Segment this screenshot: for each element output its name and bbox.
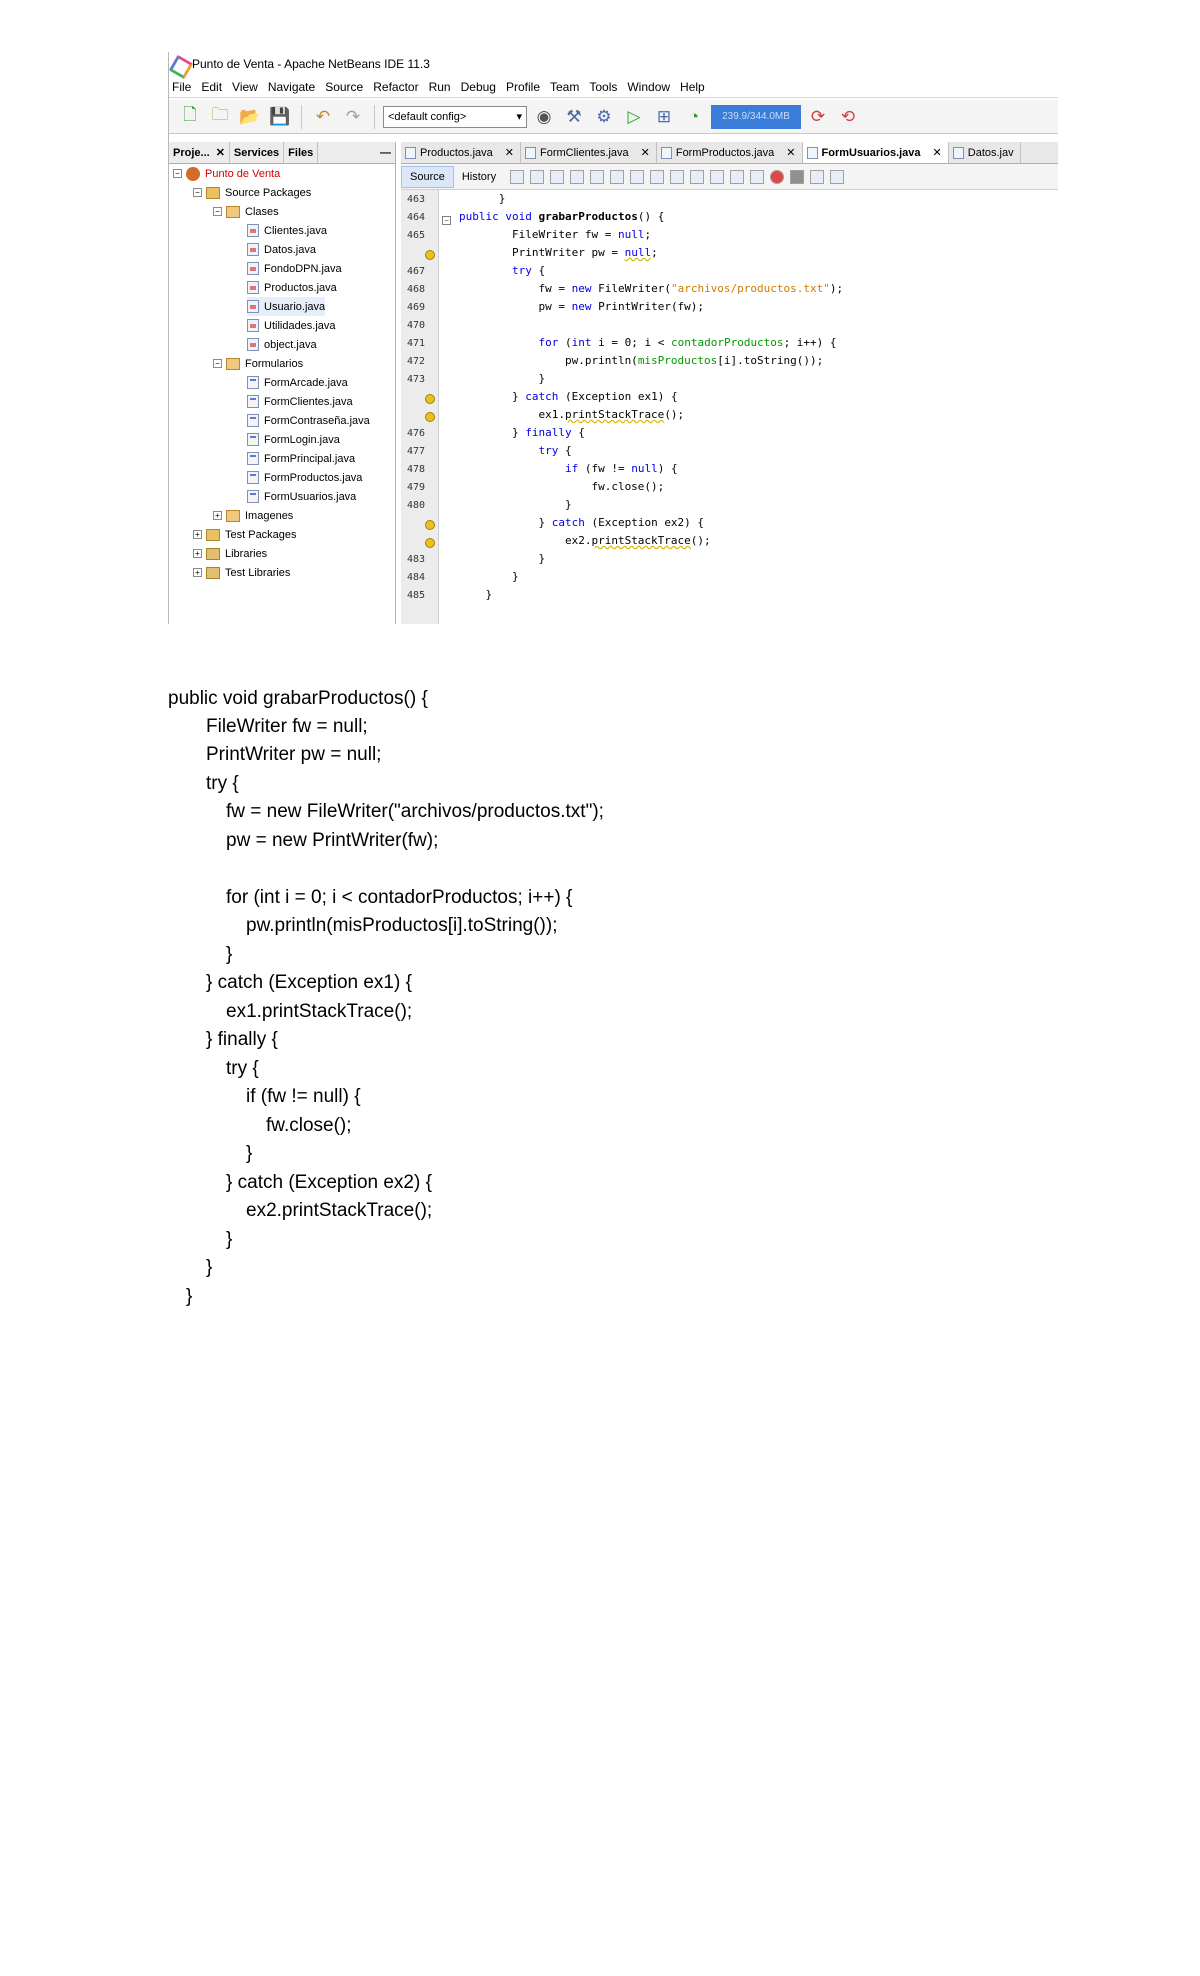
java-file-icon	[953, 147, 964, 159]
code-line: }	[459, 588, 493, 601]
line-number: 464	[407, 212, 426, 223]
line-number: 479	[407, 482, 426, 493]
tree-label: Imagenes	[245, 509, 294, 522]
tree-label: Libraries	[225, 547, 268, 560]
expand-icon[interactable]: +	[193, 568, 202, 577]
form-file-icon	[525, 147, 536, 159]
profiler-snapshot-icon[interactable]: ⟲	[840, 106, 856, 126]
tab-projects[interactable]	[169, 142, 230, 163]
form-file-icon	[247, 433, 259, 446]
collapse-icon[interactable]: −	[193, 188, 202, 197]
tree-label: Formularios	[245, 357, 304, 370]
code-area[interactable]	[455, 190, 1058, 624]
menu-profile[interactable]: Profile	[505, 79, 540, 94]
menu-help[interactable]: Help	[680, 79, 705, 94]
gc-icon[interactable]: ⟳	[810, 106, 826, 126]
line-number: 472	[407, 356, 426, 367]
tree-label: Datos.java	[264, 243, 316, 256]
transcript-line: }	[226, 1229, 233, 1250]
main-toolbar	[169, 100, 1058, 134]
form-file-icon	[247, 471, 259, 484]
line-number-gutter	[401, 190, 439, 624]
transcript-line: PrintWriter pw = null;	[206, 744, 382, 765]
new-project-icon[interactable]: 🗀	[211, 105, 229, 124]
form-file-icon	[247, 395, 259, 408]
folder-icon	[206, 529, 220, 541]
folder-icon	[206, 187, 220, 199]
editor-tab-productos[interactable]	[401, 142, 521, 163]
coffee-project-icon	[186, 167, 200, 181]
close-icon[interactable]: ✕	[786, 147, 796, 159]
tree-label: FormUsuarios.java	[264, 490, 357, 503]
expand-icon[interactable]: +	[193, 530, 202, 539]
form-file-icon	[247, 452, 259, 465]
code-line: }	[459, 498, 572, 511]
tree-label: FormContraseña.java	[264, 414, 370, 427]
line-number: 463	[407, 194, 426, 205]
transcript-line: fw.close();	[266, 1115, 352, 1136]
close-icon[interactable]: ✕	[932, 147, 942, 159]
netbeans-logo-icon	[171, 57, 185, 71]
fold-collapse-icon[interactable]: −	[442, 216, 451, 225]
code-editor	[401, 142, 1058, 624]
minimize-icon[interactable]: —	[380, 146, 391, 159]
collapse-icon[interactable]: −	[213, 359, 222, 368]
line-number: 470	[407, 320, 426, 331]
line-number: 473	[407, 374, 426, 385]
tree-node-formularios[interactable]	[213, 354, 303, 373]
tree-label: Clientes.java	[264, 224, 327, 237]
previous-bookmark-icon[interactable]	[670, 170, 684, 184]
tree-file-formprincipal[interactable]	[247, 449, 355, 468]
expand-icon[interactable]: +	[213, 511, 222, 520]
line-number: 480	[407, 500, 426, 511]
tree-file-clientes[interactable]	[247, 221, 327, 240]
java-file-icon	[405, 147, 416, 159]
history-tab[interactable]: History	[461, 170, 497, 183]
tab-services-label: Services	[233, 146, 280, 159]
code-line: FileWriter fw = null;	[459, 228, 652, 241]
transcript-line: } finally {	[206, 1029, 278, 1050]
transcript-line: if (fw != null) {	[246, 1086, 361, 1107]
close-icon[interactable]: ✕	[504, 147, 514, 159]
projects-panel	[169, 142, 396, 624]
tree-file-datos[interactable]	[247, 240, 316, 259]
java-file-icon	[247, 338, 259, 351]
code-line: try {	[511, 264, 546, 277]
tree-label: FormPrincipal.java	[264, 452, 356, 465]
library-icon	[206, 548, 220, 560]
start-macro-icon[interactable]	[770, 170, 784, 184]
tree-node-imagenes[interactable]	[213, 506, 293, 525]
toggle-bookmark-icon[interactable]	[710, 170, 724, 184]
tree-label: FormProductos.java	[264, 471, 363, 484]
code-line: }	[459, 372, 546, 385]
fold-column	[439, 190, 455, 624]
editor-tab-formclientes[interactable]	[521, 142, 657, 163]
close-icon[interactable]: ✕	[640, 147, 650, 159]
memory-value: 239.9/344.0MB	[722, 111, 790, 122]
transcript-line: }	[186, 1286, 193, 1307]
window-titlebar	[169, 52, 1058, 76]
toolbar-separator	[301, 105, 302, 129]
next-bookmark-icon[interactable]	[690, 170, 704, 184]
java-file-icon	[247, 319, 259, 332]
line-number: 484	[407, 572, 426, 583]
toggle-highlight-icon[interactable]	[630, 170, 644, 184]
editor-tab-formusuarios[interactable]	[803, 142, 949, 163]
package-icon	[226, 510, 240, 522]
tree-file-formproductos[interactable]	[247, 468, 362, 487]
profile-icon[interactable]: ◔	[688, 106, 700, 126]
tab-projects-label: Proje...	[173, 146, 210, 159]
code-line: ex1.printStackTrace();	[459, 408, 685, 421]
tree-label: Test Packages	[225, 528, 297, 541]
chevron-down-icon: ▾	[516, 111, 522, 123]
tree-label: Punto de Venta	[205, 167, 281, 180]
java-file-icon	[247, 281, 259, 294]
editor-tab-label: FormProductos.java	[675, 146, 775, 159]
code-line: } finally {	[459, 426, 585, 439]
line-number: 468	[407, 284, 426, 295]
editor-tab-formproductos[interactable]	[657, 142, 803, 163]
run-icon[interactable]: ▷	[627, 106, 641, 126]
form-file-icon	[661, 147, 672, 159]
tree-file-usuario[interactable]	[247, 297, 325, 316]
editor-tab-label: FormUsuarios.java	[821, 146, 921, 159]
clean-build-icon[interactable]: ⚙	[596, 106, 612, 126]
code-line: try {	[538, 444, 572, 457]
shift-left-icon[interactable]	[730, 170, 744, 184]
menu-refactor[interactable]: Refactor	[373, 79, 419, 94]
transcript-line: FileWriter fw = null;	[206, 716, 368, 737]
window-title: Punto de Venta - Apache NetBeans IDE 11.3	[192, 57, 430, 71]
new-file-icon[interactable]: 🗋	[183, 105, 197, 124]
shift-right-icon[interactable]	[750, 170, 764, 184]
menu-bar	[169, 76, 1058, 98]
menu-window[interactable]: Window	[627, 79, 671, 94]
menu-run[interactable]: Run	[428, 79, 451, 94]
tree-file-formclientes[interactable]	[247, 392, 353, 411]
undo-icon[interactable]: ↶	[315, 106, 331, 126]
tree-node-project[interactable]	[173, 164, 280, 183]
editor-tabs	[401, 142, 1058, 164]
editor-tab-datos[interactable]	[949, 142, 1021, 163]
tree-label: Utilidades.java	[264, 319, 336, 332]
tree-label: Test Libraries	[225, 566, 291, 579]
tree-node-source-packages[interactable]	[193, 183, 311, 202]
menu-navigate[interactable]: Navigate	[267, 79, 316, 94]
redo-icon[interactable]: ↷	[345, 106, 361, 126]
collapse-icon[interactable]: −	[213, 207, 222, 216]
menu-tools[interactable]: Tools	[589, 79, 618, 94]
ide-screenshot	[168, 52, 1058, 624]
code-line: }	[459, 570, 519, 583]
code-line: for (int i = 0; i < contadorProductos; i++) {	[538, 336, 837, 349]
uncomment-icon[interactable]	[830, 170, 844, 184]
config-select[interactable]	[383, 106, 527, 128]
code-line: PrintWriter pw = null;	[459, 246, 658, 259]
java-file-icon	[247, 300, 259, 313]
memory-indicator[interactable]	[711, 105, 801, 129]
tree-file-formusuarios[interactable]	[247, 487, 356, 506]
form-file-icon	[247, 414, 259, 427]
code-line: pw = new PrintWriter(fw);	[459, 300, 705, 313]
transcript-line: try {	[206, 773, 239, 794]
tree-file-formlogin[interactable]	[247, 430, 340, 449]
tree-node-test-libraries[interactable]	[193, 563, 290, 582]
find-previous-icon[interactable]	[590, 170, 604, 184]
library-icon	[206, 567, 220, 579]
tree-file-formarcade[interactable]	[247, 373, 348, 392]
code-line: }	[459, 192, 506, 205]
lightbulb-hint-icon[interactable]	[425, 538, 435, 548]
java-file-icon	[247, 224, 259, 237]
transcript-line: for (int i = 0; i < contadorProductos; i++) {	[226, 887, 573, 908]
editor-tab-label: Datos.jav	[967, 146, 1014, 159]
tree-label: Clases	[245, 205, 279, 218]
tree-label: FormClientes.java	[264, 395, 353, 408]
transcript-line: pw = new PrintWriter(fw);	[226, 830, 439, 851]
code-line: if (fw != null) {	[564, 462, 678, 475]
package-icon	[226, 206, 240, 218]
collapse-icon[interactable]: −	[173, 169, 182, 178]
menu-view[interactable]: View	[232, 79, 258, 94]
code-line: public void grabarProductos() {	[459, 210, 665, 223]
stop-macro-icon[interactable]	[790, 170, 804, 184]
menu-source[interactable]: Source	[325, 79, 364, 94]
transcript-line: ex1.printStackTrace();	[226, 1001, 413, 1022]
transcript-line: }	[226, 944, 233, 965]
globe-icon[interactable]: ◉	[536, 106, 552, 126]
open-project-icon[interactable]: 📂	[239, 106, 261, 126]
transcript-line: public void grabarProductos() {	[168, 688, 428, 709]
forward-icon[interactable]	[550, 170, 564, 184]
lightbulb-hint-icon[interactable]	[425, 412, 435, 422]
find-icon[interactable]	[570, 170, 584, 184]
comment-icon[interactable]	[810, 170, 824, 184]
tree-node-libraries[interactable]	[193, 544, 267, 563]
tree-file-utilidades[interactable]	[247, 316, 336, 335]
lightbulb-hint-icon[interactable]	[425, 394, 435, 404]
editor-tab-label: FormClientes.java	[539, 146, 629, 159]
editor-subtoolbar	[401, 164, 1058, 190]
transcript-line: ex2.printStackTrace();	[246, 1200, 433, 1221]
close-icon[interactable]: ✕	[215, 147, 225, 159]
toggle-selection-icon[interactable]	[650, 170, 664, 184]
package-icon	[226, 358, 240, 370]
tree-node-clases[interactable]	[213, 202, 279, 221]
lightbulb-hint-icon[interactable]	[425, 250, 435, 260]
back-icon[interactable]	[530, 170, 544, 184]
line-number: 465	[407, 230, 426, 241]
tree-file-formcontrasena[interactable]	[247, 411, 370, 430]
form-file-icon	[807, 147, 818, 159]
build-hammer-icon[interactable]: ⚒	[566, 106, 582, 126]
tree-file-productos[interactable]	[247, 278, 337, 297]
form-file-icon	[247, 376, 259, 389]
tab-services[interactable]	[230, 142, 284, 163]
line-number: 485	[407, 590, 426, 601]
code-line: ex2.printStackTrace();	[459, 534, 711, 547]
transcript-line: fw = new FileWriter("archivos/productos.txt");	[226, 801, 604, 822]
form-file-icon	[247, 490, 259, 503]
code-line: }	[459, 552, 546, 565]
tree-node-test-packages[interactable]	[193, 525, 297, 544]
transcript-line: } catch (Exception ex1) {	[206, 972, 412, 993]
java-file-icon	[247, 243, 259, 256]
tree-label: FondoDPN.java	[264, 262, 342, 275]
debug-icon[interactable]: ⊞	[656, 106, 672, 126]
expand-icon[interactable]: +	[193, 549, 202, 558]
menu-debug[interactable]: Debug	[460, 79, 496, 94]
code-line: } catch (Exception ex1) {	[459, 390, 678, 403]
config-select-value: <default config>	[388, 110, 467, 123]
line-number: 483	[407, 554, 426, 565]
line-number: 469	[407, 302, 426, 313]
line-number: 467	[407, 266, 426, 277]
transcript-line: }	[206, 1257, 213, 1278]
transcript-line: pw.println(misProductos[i].toString());	[246, 915, 558, 936]
line-number: 471	[407, 338, 426, 349]
projects-tabs	[169, 142, 395, 164]
line-number: 476	[407, 428, 426, 439]
menu-team[interactable]: Team	[550, 79, 580, 94]
code-line: pw.println(misProductos[i].toString());	[459, 354, 824, 367]
tree-label: Source Packages	[225, 186, 312, 199]
line-number: 477	[407, 446, 426, 457]
code-line: fw.close();	[459, 480, 665, 493]
transcript-line: }	[246, 1143, 253, 1164]
tree-file-fondodpn[interactable]	[247, 259, 342, 278]
transcript-line: try {	[226, 1058, 259, 1079]
tree-label: object.java	[264, 338, 317, 351]
save-all-icon[interactable]: 💾	[269, 106, 291, 126]
menu-file[interactable]: File	[172, 79, 192, 94]
tab-files-label: Files	[288, 146, 314, 159]
menu-edit[interactable]: Edit	[201, 79, 223, 94]
tree-label: FormLogin.java	[264, 433, 340, 446]
code-line	[459, 316, 466, 334]
code-line: } catch (Exception ex2) {	[459, 516, 705, 529]
java-file-icon	[247, 262, 259, 275]
tree-file-object[interactable]	[247, 335, 317, 354]
toolbar-separator	[374, 105, 375, 129]
code-line: fw = new FileWriter("archivos/productos.txt");	[459, 282, 844, 295]
find-next-icon[interactable]	[610, 170, 624, 184]
tab-files[interactable]	[284, 142, 318, 163]
tree-label: Usuario.java	[264, 300, 326, 313]
transcript-line: } catch (Exception ex2) {	[226, 1172, 432, 1193]
line-number: 478	[407, 464, 426, 475]
source-tab[interactable]: Source	[401, 166, 454, 188]
editor-tab-label: Productos.java	[420, 146, 493, 159]
lightbulb-hint-icon[interactable]	[425, 520, 435, 530]
last-edit-icon[interactable]	[510, 170, 524, 184]
tree-label: FormArcade.java	[264, 376, 348, 389]
tree-label: Productos.java	[264, 281, 337, 294]
